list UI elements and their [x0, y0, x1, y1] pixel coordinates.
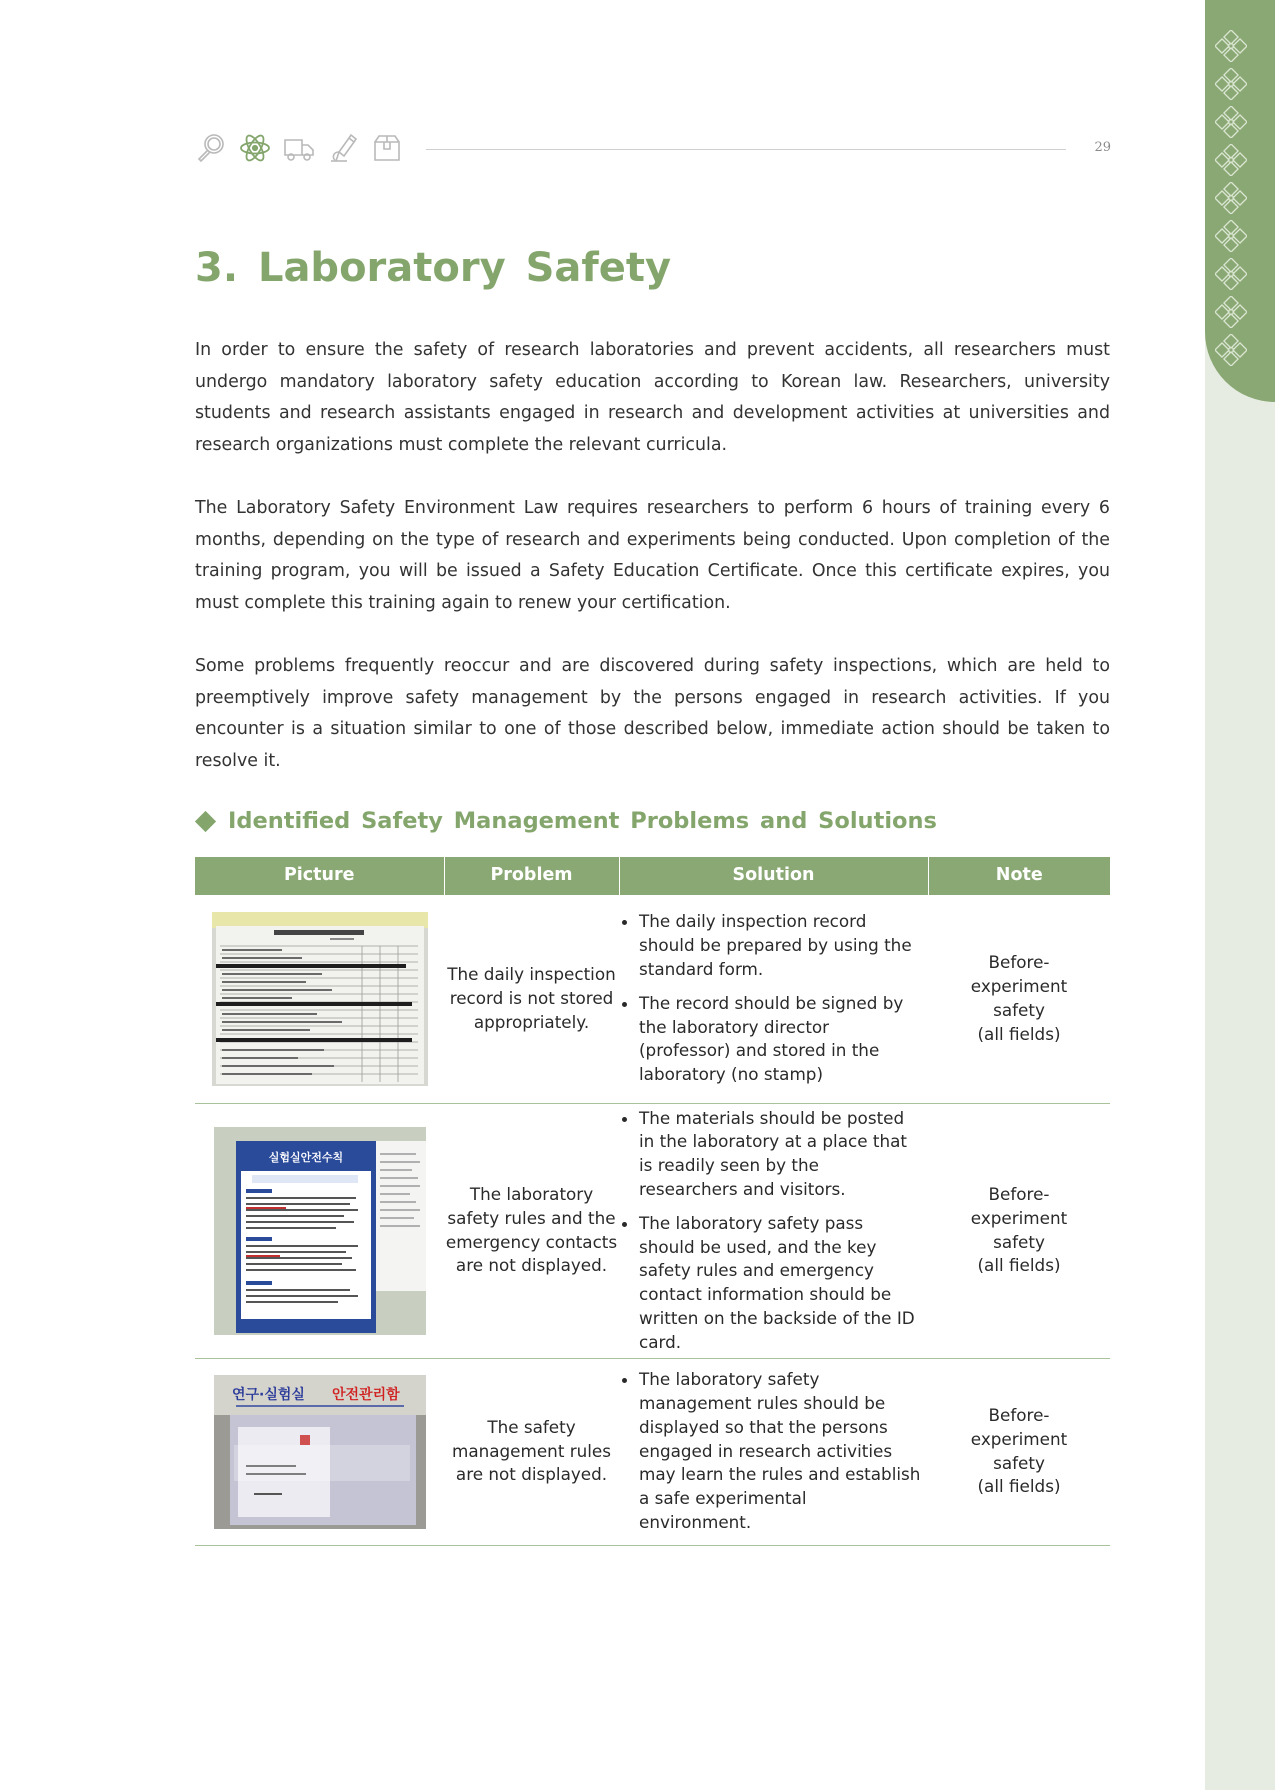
ornament-icon	[1215, 296, 1247, 328]
table-row	[195, 895, 1110, 1103]
column-header-solution: Solution	[619, 857, 928, 895]
note-line: Before-	[988, 1404, 1050, 1425]
solution-list	[619, 910, 928, 1087]
table-row	[195, 1103, 1110, 1358]
note-line: Before-	[988, 1183, 1050, 1204]
note-cell	[928, 1103, 1110, 1358]
header-icons	[195, 132, 403, 164]
note-line: experiment	[970, 1428, 1068, 1449]
note-line: (all fields)	[977, 1023, 1061, 1044]
intro-paragraph: In order to ensure the safety of research laboratories and prevent accidents, all researchers must undergo mandatory laboratory safety education according to Korean law. Researchers, university students and research assistants engaged in research and development activities at universities and research organizations must complete the relevant curricula.	[195, 340, 1110, 456]
safety-rules-poster-photo	[214, 1127, 426, 1335]
side-ornaments	[1215, 30, 1247, 366]
microscope-icon	[327, 132, 359, 164]
solution-cell	[619, 1103, 928, 1358]
page-number: 29	[1094, 140, 1111, 155]
solution-item: • The materials should be posted in the laboratory at a place that is readily seen by the researchers and visitors.	[639, 1107, 928, 1202]
note-line: experiment	[970, 1207, 1068, 1228]
note-line: Before-	[988, 952, 1050, 973]
solution-item: • The laboratory safety pass should be used, and the key safety rules and emergency contact information should be written on the backside of the ID card.	[639, 1212, 928, 1355]
table-header-row	[195, 857, 1110, 895]
ornament-icon	[1215, 182, 1247, 214]
svg-text:연구·실험실: 연구·실험실	[231, 1386, 305, 1403]
note-line: (all fields)	[977, 1255, 1061, 1276]
note-line: safety	[993, 1231, 1045, 1252]
inspection-paragraph: Some problems frequently reoccur and are discovered during safety inspections, which are held to preemptively improve safety management by the persons engaged in research activities. If you encounter is a situation similar to one of those described below, immediate action should be taken to resolve it.	[195, 656, 1110, 772]
atom-icon	[239, 132, 271, 164]
ornament-icon	[1215, 106, 1247, 138]
magnifier-icon	[195, 132, 227, 164]
solution-list	[619, 1368, 928, 1535]
law-paragraph: The Laboratory Safety Environment Law requires researchers to perform 6 hours of training every 6 months, depending on the type of research and experiments being conducted. Upon completion of the training program, you will be issued a Safety Education Certificate. Once this certificate expires, you must complete this training again to renew your certification.	[195, 498, 1110, 614]
column-header-picture: Picture	[195, 857, 444, 895]
solution-cell	[619, 895, 928, 1103]
picture-cell	[195, 895, 444, 1103]
picture-cell	[195, 1103, 444, 1358]
svg-text:안전관리함: 안전관리함	[331, 1386, 400, 1403]
problem-cell: The safety management rules are not displayed.	[444, 1358, 619, 1545]
note-line: safety	[993, 999, 1045, 1020]
solution-item: • The daily inspection record should be prepared by using the standard form.	[639, 910, 928, 981]
note-cell	[928, 1358, 1110, 1545]
section-heading-text: Identified Safety Management Problems and Solutions	[228, 808, 937, 834]
ornament-icon	[1215, 68, 1247, 100]
column-header-note: Note	[928, 857, 1110, 895]
ornament-icon	[1215, 220, 1247, 252]
diamond-bullet-icon	[195, 810, 216, 831]
ornament-icon	[1215, 30, 1247, 62]
ornament-icon	[1215, 144, 1247, 176]
page-header	[195, 132, 1113, 166]
page-title: 3. Laboratory Safety	[195, 245, 672, 291]
problem-cell: The laboratory safety rules and the emergency contacts are not displayed.	[444, 1103, 619, 1358]
note-line: safety	[993, 1452, 1045, 1473]
ornament-icon	[1215, 258, 1247, 290]
safety-management-box-photo	[214, 1375, 426, 1529]
solution-item: • The laboratory safety management rules should be displayed so that the persons engaged in research activities may learn the rules and establish a safe experimental environment.	[639, 1368, 928, 1535]
solution-cell	[619, 1358, 928, 1545]
box-icon	[371, 132, 403, 164]
column-header-problem: Problem	[444, 857, 619, 895]
note-cell	[928, 895, 1110, 1103]
solution-item: • The record should be signed by the laboratory director (professor) and stored in the laboratory (no stamp)	[639, 992, 928, 1087]
safety-problems-table	[195, 857, 1110, 1546]
section-heading	[195, 808, 937, 834]
inspection-record-photo	[212, 912, 428, 1086]
note-line: experiment	[970, 975, 1068, 996]
note-line: (all fields)	[977, 1476, 1061, 1497]
problem-cell: The daily inspection record is not stored appropriately.	[444, 895, 619, 1103]
ornament-icon	[1215, 334, 1247, 366]
truck-icon	[283, 132, 315, 164]
picture-cell	[195, 1358, 444, 1545]
solution-list	[619, 1107, 928, 1355]
header-rule	[426, 149, 1066, 150]
table-row	[195, 1358, 1110, 1545]
svg-text:실험실안전수칙: 실험실안전수칙	[268, 1150, 343, 1164]
